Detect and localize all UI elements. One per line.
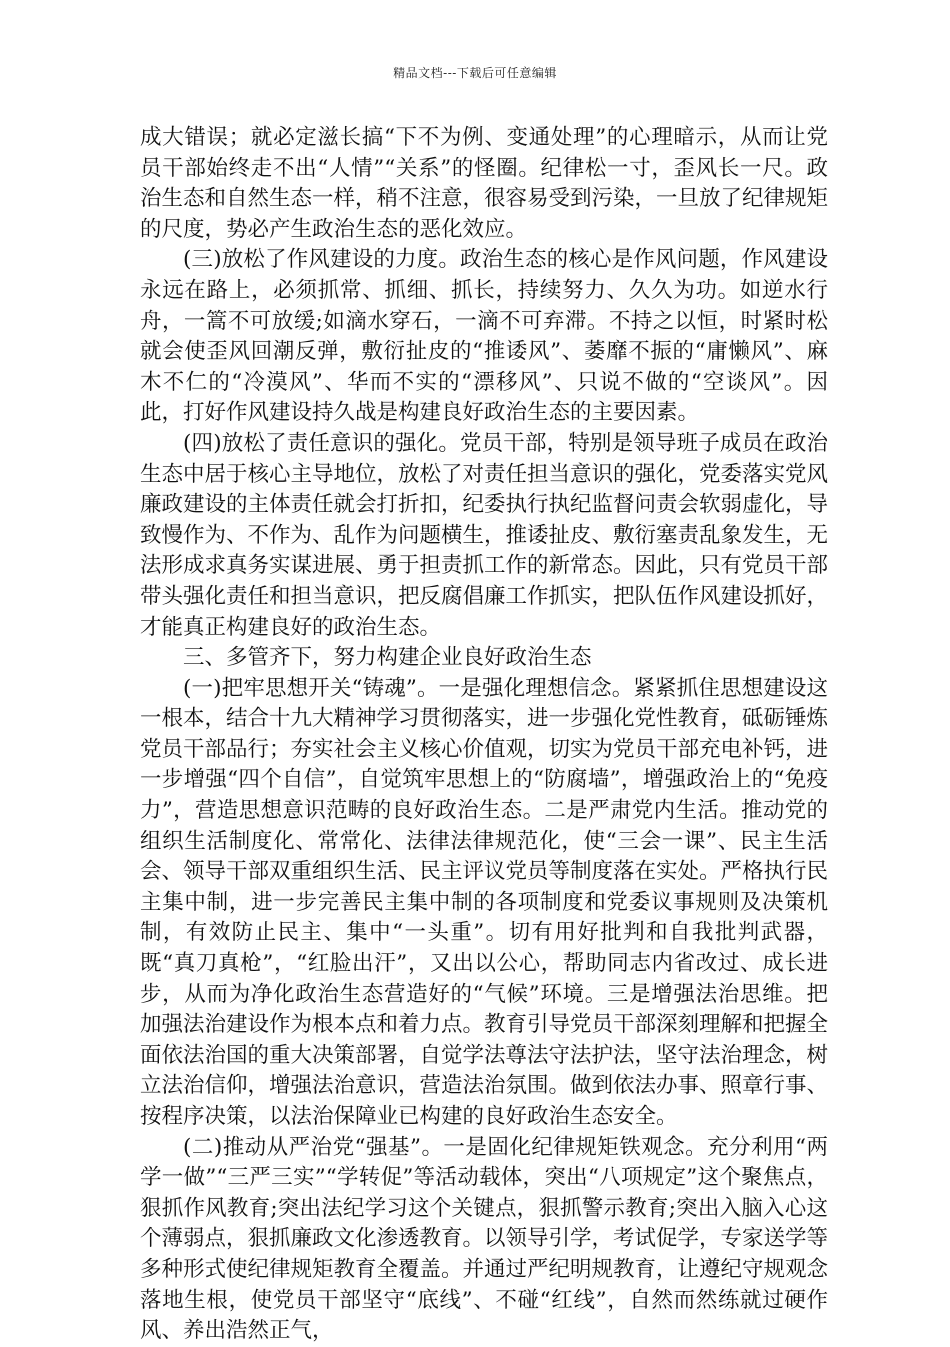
body-paragraph: 成大错误；就必定滋长搞“下不为例、变通处理”的心理暗示，从而让党员干部始终走不出“人情”“关系”的怪圈。纪律松一寸，歪风长一尺。政治生态和自然生态一样，稍不注意，很容易受到污染，一旦放了纪律规矩的尺度，势必产生政治生态的恶化效应。 (140, 125, 829, 242)
page-header: 精品文档---下载后可任意编辑 (393, 66, 557, 80)
section-heading: 三、多管齐下，努力构建企业良好政治生态 (183, 645, 592, 671)
body-paragraph: (三)放松了作风建设的力度。政治生态的核心是作风问题，作风建设永远在路上，必须抓常、抓细、抓长，持续努力、久久为功。如逆水行舟，一篙不可放缓;如滴水穿石，一滴不可弃滞。不持之以恒，时紧时松就会使歪风回潮反弹，敷衍扯皮的“推诿风”、萎靡不振的“庸懒风”、麻木不仁的“冷漠风”、华而不实的“漂移风”、只说不做的“空谈风”。因此，打好作风建设持久战是构建良好政治生态的主要因素。 (140, 247, 828, 426)
body-paragraph: (四)放松了责任意识的强化。党员干部，特别是领导班子成员在政治生态中居于核心主导地位，放松了对责任担当意识的强化，党委落实党风廉政建设的主体责任就会打折扣，纪委执行执纪监督问责会软弱虚化，导致慢作为、不作为、乱作为问题横生，推诿扯皮、敷衍塞责乱象发生，无法形成求真务实谋进展、勇于担责抓工作的新常态。因此，只有党员干部带头强化责任和担当意识，把反腐倡廉工作抓实，把队伍作风建设抓好，才能真正构建良好的政治生态。 (140, 430, 829, 640)
body-paragraph: (二)推动从严治党“强基”。一是固化纪律规矩铁观念。充分利用“两学一做”“三严三实”“学转促”等活动载体，突出“八项规定”这个聚焦点，狠抓作风教育;突出法纪学习这个关键点，狠抓警示教育;突出入脑入心这个薄弱点，狠抓廉政文化渗透教育。以领导引学，考试促学，专家送学等多种形式使纪律规矩教育全覆盖。并通过严纪明规教育，让遵纪守规观念落地生根，使党员干部坚守“底线”、不碰“红线”，自然而然练就过硬作风、养出浩然正气， (140, 1134, 829, 1344)
body-paragraph: (一)把牢思想开关“铸魂”。一是强化理想信念。紧紧抓住思想建设这一根本，结合十九大精神学习贯彻落实，进一步强化党性教育，砥砺锤炼党员干部品行；夯实社会主义核心价值观，切实为党员干部充电补钙，进一步增强“四个自信”，自觉筑牢思想上的“防腐墙”，增强政治上的“免疫力”，营造思想意识范畴的良好政治生态。二是严肃党内生活。推动党的组织生活制度化、常常化、法律法律规范化，使“三会一课”、民主生活会、领导干部双重组织生活、民主评议党员等制度落在实处。严格执行民主集中制，进一步完善民主集中制的各项制度和党委议事规则及决策机制，有效防止民主、集中“一头重”。切有用好批判和自我批判武器，既“真刀真枪”，“红脸出汗”，又出以公心，帮助同志内省改过、成长进步，从而为净化政治生态营造好的“气候”环境。三是增强法治思维。把加强法治建设作为根本点和着力点。教育引导党员干部深刻理解和把握全面依法治国的重大决策部署，自觉学法尊法守法护法，坚守法治理念，树立法治信仰，增强法治意识，营造法治氛围。做到依法办事、照章行事、按程序决策，以法治保障业已构建的良好政治生态安全。 (140, 675, 829, 1129)
document-body (140, 123, 828, 1347)
